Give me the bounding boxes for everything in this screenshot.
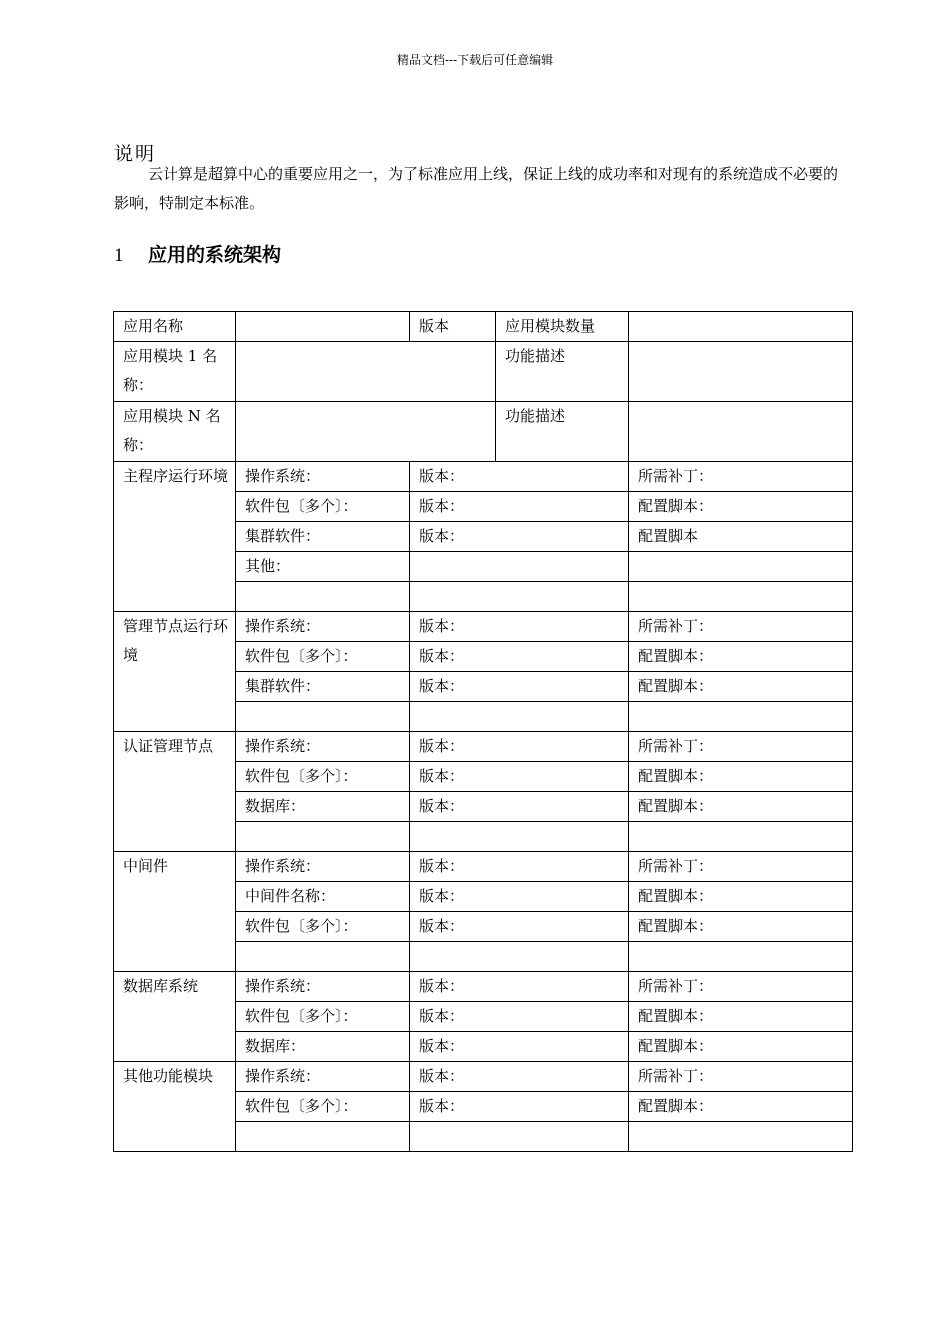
item-label: 数据库： bbox=[236, 1032, 410, 1062]
item-label: 操作系统： bbox=[236, 612, 410, 642]
version-label bbox=[410, 582, 629, 612]
config-label: 所需补丁： bbox=[629, 852, 853, 882]
func-desc-value bbox=[629, 402, 853, 462]
version-label bbox=[410, 942, 629, 972]
version-label: 版本： bbox=[410, 912, 629, 942]
config-label: 配置脚本： bbox=[629, 792, 853, 822]
group-label: 其他功能模块 bbox=[114, 1062, 236, 1152]
item-label bbox=[236, 582, 410, 612]
group-label: 数据库系统 bbox=[114, 972, 236, 1062]
config-label: 配置脚本： bbox=[629, 762, 853, 792]
item-label: 软件包〔多个〕： bbox=[236, 492, 410, 522]
config-label: 所需补丁： bbox=[629, 972, 853, 1002]
config-label: 配置脚本 bbox=[629, 522, 853, 552]
module1-value bbox=[236, 342, 496, 402]
version-label: 版本： bbox=[410, 672, 629, 702]
doc-title: 说明 bbox=[114, 143, 157, 165]
version-label bbox=[410, 552, 629, 582]
item-label: 软件包〔多个〕： bbox=[236, 762, 410, 792]
item-label: 操作系统： bbox=[236, 852, 410, 882]
version-label: 版本： bbox=[410, 732, 629, 762]
group-label: 管理节点运行环境 bbox=[114, 612, 236, 732]
version-label: 版本： bbox=[410, 492, 629, 522]
version-label: 版本： bbox=[410, 1002, 629, 1032]
module-count-value bbox=[629, 312, 853, 342]
table-row bbox=[114, 342, 853, 402]
version-label: 版本： bbox=[410, 882, 629, 912]
moduleN-label: 应用模块 N 名称： bbox=[114, 402, 236, 462]
func-desc-value bbox=[629, 342, 853, 402]
item-label: 软件包〔多个〕： bbox=[236, 642, 410, 672]
config-label bbox=[629, 702, 853, 732]
table-row bbox=[114, 402, 853, 462]
item-label: 集群软件： bbox=[236, 672, 410, 702]
config-label: 所需补丁： bbox=[629, 1062, 853, 1092]
item-label bbox=[236, 702, 410, 732]
config-label: 配置脚本： bbox=[629, 1092, 853, 1122]
config-label: 配置脚本： bbox=[629, 882, 853, 912]
page-header-watermark: 精品文档---下载后可任意编辑 bbox=[396, 53, 554, 67]
version-label bbox=[410, 1122, 629, 1152]
section-number: 1 bbox=[114, 245, 124, 266]
table-row bbox=[114, 312, 853, 342]
config-label: 配置脚本： bbox=[629, 492, 853, 522]
func-desc-label: 功能描述 bbox=[496, 342, 629, 402]
app-name-label: 应用名称 bbox=[114, 312, 236, 342]
table-row bbox=[114, 462, 853, 492]
version-label: 版本： bbox=[410, 522, 629, 552]
version-label: 版本： bbox=[410, 852, 629, 882]
item-label: 操作系统： bbox=[236, 732, 410, 762]
version-label: 版本： bbox=[410, 1032, 629, 1062]
group-label: 主程序运行环境 bbox=[114, 462, 236, 612]
config-label bbox=[629, 582, 853, 612]
config-label: 所需补丁： bbox=[629, 732, 853, 762]
architecture-table bbox=[113, 311, 853, 1152]
config-label: 配置脚本： bbox=[629, 642, 853, 672]
version-label: 版本： bbox=[410, 612, 629, 642]
item-label: 操作系统： bbox=[236, 972, 410, 1002]
version-label: 版本： bbox=[410, 972, 629, 1002]
table-row bbox=[114, 612, 853, 642]
config-label: 配置脚本： bbox=[629, 912, 853, 942]
item-label: 软件包〔多个〕： bbox=[236, 1002, 410, 1032]
version-label bbox=[410, 822, 629, 852]
moduleN-value bbox=[236, 402, 496, 462]
version-label: 版本： bbox=[410, 1092, 629, 1122]
version-label: 版本 bbox=[410, 312, 496, 342]
item-label: 软件包〔多个〕： bbox=[236, 912, 410, 942]
group-label: 中间件 bbox=[114, 852, 236, 972]
version-label: 版本： bbox=[410, 762, 629, 792]
config-label bbox=[629, 942, 853, 972]
item-label: 中间件名称： bbox=[236, 882, 410, 912]
item-label bbox=[236, 942, 410, 972]
version-label: 版本： bbox=[410, 792, 629, 822]
config-label: 配置脚本： bbox=[629, 1002, 853, 1032]
func-desc-label: 功能描述 bbox=[496, 402, 629, 462]
table-row bbox=[114, 852, 853, 882]
item-label: 软件包〔多个〕： bbox=[236, 1092, 410, 1122]
config-label bbox=[629, 822, 853, 852]
version-label: 版本： bbox=[410, 462, 629, 492]
table-row bbox=[114, 732, 853, 762]
version-label bbox=[410, 702, 629, 732]
config-label: 所需补丁： bbox=[629, 612, 853, 642]
item-label bbox=[236, 1122, 410, 1152]
config-label: 配置脚本： bbox=[629, 672, 853, 702]
config-label: 配置脚本： bbox=[629, 1032, 853, 1062]
table-row bbox=[114, 972, 853, 1002]
table-row bbox=[114, 1062, 853, 1092]
item-label: 操作系统： bbox=[236, 462, 410, 492]
item-label: 操作系统： bbox=[236, 1062, 410, 1092]
item-label: 其他： bbox=[236, 552, 410, 582]
item-label bbox=[236, 822, 410, 852]
config-label bbox=[629, 1122, 853, 1152]
item-label: 数据库： bbox=[236, 792, 410, 822]
module-count-label: 应用模块数量 bbox=[496, 312, 629, 342]
intro-paragraph: 云计算是超算中心的重要应用之一，为了标准应用上线，保证上线的成功率和对现有的系统造成不必要的影响，特制定本标准。 bbox=[114, 165, 839, 212]
app-name-value bbox=[236, 312, 410, 342]
item-label: 集群软件： bbox=[236, 522, 410, 552]
section-title: 应用的系统架构 bbox=[148, 244, 282, 266]
group-label: 认证管理节点 bbox=[114, 732, 236, 852]
config-label: 所需补丁： bbox=[629, 462, 853, 492]
version-label: 版本： bbox=[410, 1062, 629, 1092]
section-heading bbox=[114, 240, 281, 267]
version-label: 版本： bbox=[410, 642, 629, 672]
module1-label: 应用模块 1 名称： bbox=[114, 342, 236, 402]
config-label bbox=[629, 552, 853, 582]
